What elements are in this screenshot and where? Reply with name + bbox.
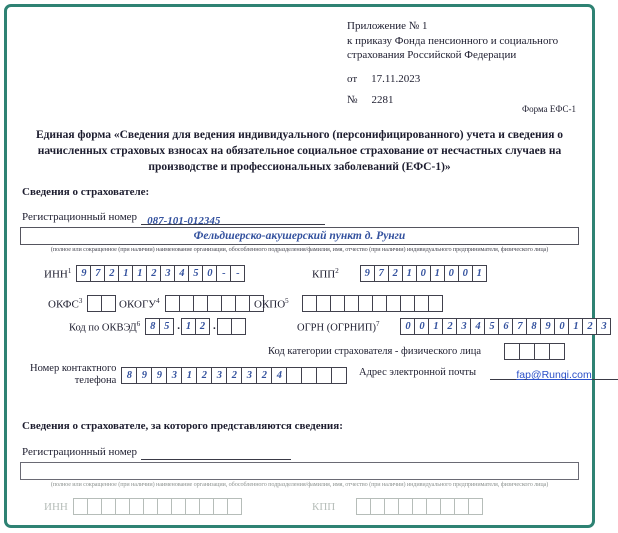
input-cell[interactable]: 0 [416,265,431,282]
inn-group [44,265,245,282]
okpo-label: ОКПО$^5$ [254,296,289,311]
appendix-line: Приложение № 1 [347,20,428,32]
input-cell[interactable] [412,498,427,515]
input-cell[interactable]: 5 [484,318,499,335]
header-block [347,19,593,108]
kpp-label: КПП$^2$ [312,266,339,281]
input-cell[interactable]: 2 [388,265,403,282]
input-cell[interactable] [87,498,102,515]
insurer-regnumber-row [22,207,325,225]
input-cell[interactable]: 1 [568,318,583,335]
represented-kpp-cells[interactable] [357,498,483,515]
input-cell[interactable] [231,318,246,335]
input-cell[interactable]: 3 [166,367,182,384]
input-cell[interactable] [549,343,565,360]
input-cell[interactable] [386,295,401,312]
okfs-label: ОКФС$^3$ [48,296,83,311]
date-label: от [347,72,358,85]
input-cell[interactable]: 1 [430,265,445,282]
input-cell[interactable] [193,295,208,312]
input-cell[interactable]: - [216,265,231,282]
input-cell[interactable]: 1 [132,265,147,282]
okpo-cells[interactable] [303,295,443,312]
input-cell[interactable]: 2 [226,367,242,384]
input-cell[interactable]: 0 [554,318,569,335]
input-cell[interactable]: 2 [196,367,212,384]
input-cell[interactable]: 2 [442,318,457,335]
phone-cells[interactable] [122,367,347,384]
input-cell[interactable] [504,343,520,360]
input-cell[interactable] [101,295,116,312]
input-cell[interactable] [101,498,116,515]
insurer-orgname-caption: (полное или сокращенное (при наличии) наименование организации, обособленного подразделения/фамилия, имя, отчество (при наличии) индивидуального предпринимателя, физического лица) [50,246,549,253]
okved-dot-2: . [212,319,216,332]
form-code-label: Форма ЕФС-1 [522,104,576,114]
input-cell[interactable]: 1 [428,318,443,335]
input-cell[interactable] [143,498,158,515]
input-cell[interactable] [129,498,144,515]
okved-label: Код по ОКВЭД$^6$ [69,319,141,334]
input-cell[interactable]: 6 [498,318,513,335]
input-cell[interactable]: 0 [414,318,429,335]
input-cell[interactable] [302,295,317,312]
input-cell[interactable]: 2 [582,318,597,335]
input-cell[interactable]: 5 [159,318,174,335]
input-cell[interactable]: - [230,265,245,282]
okved-group [69,318,246,335]
okfs-cells[interactable] [88,295,116,312]
represented-kpp-label: КПП [312,500,336,513]
input-cell[interactable]: 0 [444,265,459,282]
kpp-group [312,265,487,282]
input-cell[interactable]: 4 [174,265,189,282]
input-cell[interactable] [384,498,399,515]
input-cell[interactable]: 5 [188,265,203,282]
input-cell[interactable]: 2 [104,265,119,282]
input-cell[interactable] [73,498,88,515]
input-cell[interactable]: 7 [512,318,527,335]
input-cell[interactable]: 8 [145,318,160,335]
input-cell[interactable] [235,295,250,312]
input-cell[interactable]: 9 [151,367,167,384]
ogrn-group [297,318,611,335]
input-cell[interactable] [213,498,228,515]
input-cell[interactable] [534,343,550,360]
represented-inn-group [44,498,242,515]
input-cell[interactable] [207,295,222,312]
input-cell[interactable] [428,295,443,312]
input-cell[interactable] [217,318,232,335]
input-cell[interactable]: 4 [470,318,485,335]
inn-cells[interactable] [77,265,245,282]
input-cell[interactable] [227,498,242,515]
input-cell[interactable] [185,498,200,515]
input-cell[interactable] [165,295,180,312]
phone-label: Номер контактного телефона [30,363,117,387]
represented-inn-label: ИНН [44,500,68,513]
input-cell[interactable]: 1 [402,265,417,282]
input-cell[interactable] [115,498,130,515]
input-cell[interactable] [398,498,413,515]
insurer-regnumber-field[interactable] [141,211,325,225]
input-cell[interactable]: 9 [540,318,555,335]
input-cell[interactable]: 2 [256,367,272,384]
input-cell[interactable]: 3 [211,367,227,384]
input-cell[interactable] [316,367,332,384]
input-cell[interactable] [157,498,172,515]
represented-regnumber-field[interactable] [141,446,291,460]
number-label: № [347,94,358,107]
input-cell[interactable] [358,295,373,312]
input-cell[interactable]: 9 [360,265,375,282]
input-cell[interactable]: 0 [202,265,217,282]
input-cell[interactable] [356,498,371,515]
inn-label: ИНН$^1$ [44,266,72,281]
input-cell[interactable]: 0 [400,318,415,335]
insurer-orgname-value: Фельдшерско-акушерский пункт д. Рунги [193,230,406,242]
input-cell[interactable] [87,295,102,312]
ogrn-label: ОГРН (ОГРНИП)$^7$ [297,319,380,334]
input-cell[interactable]: 7 [90,265,105,282]
email-field[interactable] [490,365,618,380]
form-title: Единая форма «Сведения для ведения индивидуального (персонифицированного) учета и сведения о начисленных страховых взносах на обязательное социальное страхование от несчастных случаев на производстве и профессиональных заболеваний (ЕФС-1)» [35,129,564,173]
phone-group [30,363,347,387]
input-cell[interactable]: 4 [271,367,287,384]
input-cell[interactable]: 1 [181,318,196,335]
input-cell[interactable] [400,295,415,312]
input-cell[interactable] [440,498,455,515]
represented-kpp-group [312,498,483,515]
okved-cells-b[interactable] [182,318,210,335]
okved-cells-c[interactable] [218,318,246,335]
input-cell[interactable]: 2 [146,265,161,282]
insurer-orgname-field[interactable] [20,227,579,245]
number-value: 2281 [371,94,394,107]
okved-dot-1: . [177,319,180,332]
input-cell[interactable] [199,498,214,515]
input-cell[interactable]: 3 [241,367,257,384]
input-cell[interactable]: 7 [374,265,389,282]
input-cell[interactable] [468,498,483,515]
insurer-regnumber-value: 087-101-012345 [147,215,221,227]
input-cell[interactable]: 9 [136,367,152,384]
input-cell[interactable]: 1 [181,367,197,384]
input-cell[interactable] [316,295,331,312]
okogu-cells[interactable] [166,295,264,312]
insurer-section-title: Сведения о страхователе: [22,186,150,198]
input-cell[interactable]: 0 [458,265,473,282]
input-cell[interactable] [171,498,186,515]
input-cell[interactable]: 3 [160,265,175,282]
input-cell[interactable]: 3 [596,318,611,335]
input-cell[interactable] [344,295,359,312]
input-cell[interactable] [414,295,429,312]
email-group [359,365,618,380]
okpo-group [254,295,443,312]
input-cell[interactable] [372,295,387,312]
represented-regnumber-label: Регистрационный номер [22,446,138,458]
input-cell[interactable]: 9 [76,265,91,282]
insurer-regnumber-label: Регистрационный номер [22,211,138,223]
input-cell[interactable] [331,367,347,384]
input-cell[interactable]: 8 [526,318,541,335]
represented-inn-cells[interactable] [74,498,242,515]
represented-section-title: Сведения о страхователе, за которого представляются сведения: [22,420,343,432]
category-label: Код категории страхователя - физического лица [268,346,481,357]
input-cell[interactable]: 2 [195,318,210,335]
input-cell[interactable]: 8 [121,367,137,384]
okved-cells-a[interactable] [146,318,174,335]
okfs-group [48,295,116,312]
okogu-label: ОКОГУ$^4$ [119,296,160,311]
input-cell[interactable] [330,295,345,312]
input-cell[interactable] [221,295,236,312]
order-line-2: страхования Российской Федерации [347,49,517,62]
category-cells[interactable] [505,343,565,360]
efs1-form-page [4,4,607,528]
input-cell[interactable]: 1 [472,265,487,282]
email-value[interactable]: fap@Rungi.com [516,369,592,381]
ogrn-cells[interactable] [401,318,611,335]
represented-regnumber-row [22,442,291,460]
represented-orgname-caption: (полное или сокращенное (при наличии) наименование организации, обособленного подразделения/фамилия, имя, отчество (при наличии) индивидуального предпринимателя, физического лица) [50,481,549,488]
input-cell[interactable]: 3 [456,318,471,335]
input-cell[interactable] [179,295,194,312]
okogu-group [119,295,264,312]
kpp-cells[interactable] [361,265,487,282]
email-label: Адрес электронной почты [359,367,477,378]
input-cell[interactable] [370,498,385,515]
order-line-1: к приказу Фонда пенсионного и социального [347,34,559,47]
input-cell[interactable] [519,343,535,360]
input-cell[interactable] [426,498,441,515]
category-group [268,343,565,360]
represented-orgname-field[interactable] [20,462,579,480]
input-cell[interactable] [286,367,302,384]
input-cell[interactable] [454,498,469,515]
input-cell[interactable]: 1 [118,265,133,282]
input-cell[interactable] [301,367,317,384]
date-value: 17.11.2023 [371,72,421,85]
